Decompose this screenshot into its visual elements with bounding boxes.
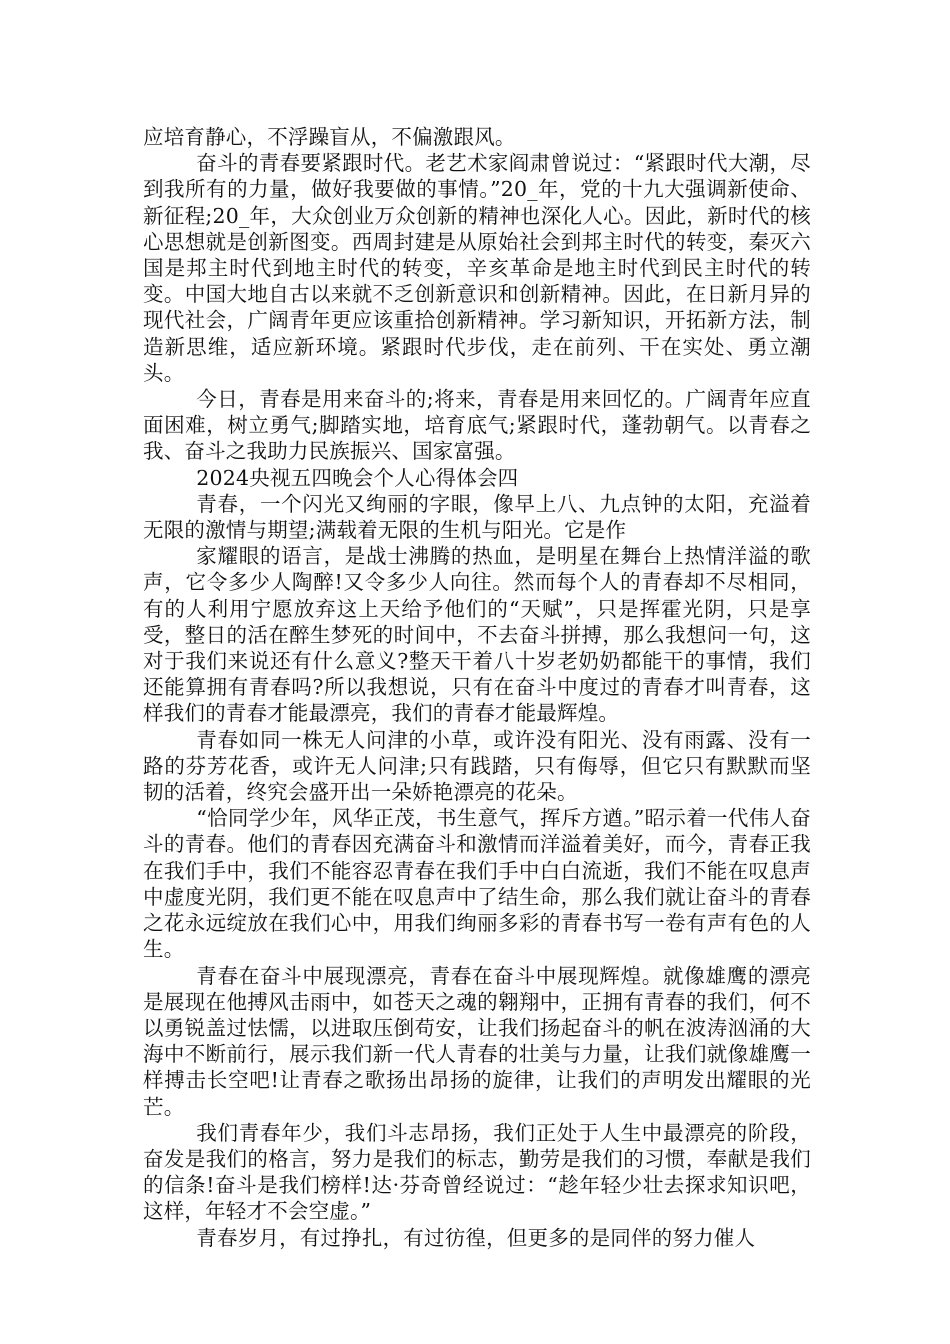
paragraph: 青春在奋斗中展现漂亮，青春在奋斗中展现辉煌。就像雄鹰的漂亮是展现在他搏风击雨中，如苍天之魂的翱翔中，正拥有青春的我们，何不以勇锐盖过怯懦，以进取压倒苟安，让我们扬起奋斗的帆在波涛汹涌的大海中不断前行，展示我们新一代人青春的壮美与力量，让我们就像雄鹰一样搏击长空吧!让青春之歌扬出昂扬的旋律，让我们的声明发出耀眼的光芒。: [143, 963, 811, 1119]
paragraph: 家耀眼的语言，是战士沸腾的热血，是明星在舞台上热情洋溢的歌声，它令多少人陶醉!又令多少人向往。然而每个人的青春却不尽相同，有的人利用宁愿放弃这上天给予他们的“天赋”，只是挥霍光阴，只是享受，整日的活在醉生梦死的时间中，不去奋斗拼搏，那么我想问一句，这对于我们来说还有什么意义?整天干着八十岁老奶奶都能干的事情，我们还能算拥有青春吗?所以我想说，只有在奋斗中度过的青春才叫青春，这样我们的青春才能最漂亮，我们的青春才能最辉煌。: [143, 544, 811, 726]
paragraph: 青春如同一株无人问津的小草，或许没有阳光、没有雨露、没有一路的芬芳花香，或许无人问津;只有践踏，只有侮辱，但它只有默默而坚韧的活着，终究会盛开出一朵娇艳漂亮的花朵。: [143, 727, 811, 805]
paragraph: 青春，一个闪光又绚丽的字眼，像早上八、九点钟的太阳，充溢着无限的激情与期望;满载着无限的生机与阳光。它是作: [143, 491, 811, 543]
paragraph: 青春岁月，有过挣扎，有过彷徨，但更多的是同伴的努力催人: [196, 1225, 756, 1250]
paragraph: 今日，青春是用来奋斗的;将来，青春是用来回忆的。广阔青年应直面困难，树立勇气;脚踏实地，培育底气;紧跟时代，蓬勃朝气。以青春之我、奋斗之我助力民族振兴、国家富强。: [143, 387, 811, 464]
paragraph: “恰同学少年，风华正茂，书生意气，挥斥方遒。”昭示着一代伟人奋斗的青春。他们的青春因充满奋斗和激情而洋溢着美好，而今，青春正我在我们手中，我们不能容忍青春在我们手中白白流逝，我们不能在叹息声中虚度光阴，我们更不能在叹息声中了结生命，那么我们就让奋斗的青春之花永远绽放在我们心中，用我们绚丽多彩的青春书写一卷有声有色的人生。: [143, 806, 811, 962]
document-body: [143, 124, 811, 1251]
paragraph: 我们青春年少，我们斗志昂扬，我们正处于人生中最漂亮的阶段，奋发是我们的格言，努力是我们的标志，勤劳是我们的习惯，奉献是我们的信条!奋斗是我们榜样!达·芬奇曾经说过：“趁年轻少壮去探求知识吧，这样，年轻才不会空虚。”: [143, 1120, 811, 1224]
section-heading: 2024央视五四晚会个人心得体会四: [196, 465, 519, 490]
paragraph: 奋斗的青春要紧跟时代。老艺术家阎肃曾说过：“紧跟时代大潮，尽到我所有的力量，做好我要做的事情。”20_年，党的十九大强调新使命、新征程;20_年，大众创业万众创新的精神也深化人心。因此，新时代的核心思想就是创新图变。西周封建是从原始社会到邦主时代的转变，秦灭六国是邦主时代到地主时代的转变，辛亥革命是地主时代到民主时代的转变。中国大地自古以来就不乏创新意识和创新精神。因此，在日新月异的现代社会，广阔青年更应该重拾创新精神。学习新知识，开拓新方法，制造新思维，适应新环境。紧跟时代步伐，走在前列、干在实处、勇立潮头。: [143, 151, 811, 385]
paragraph: 应培育静心，不浮躁盲从，不偏激跟风。: [143, 125, 516, 149]
